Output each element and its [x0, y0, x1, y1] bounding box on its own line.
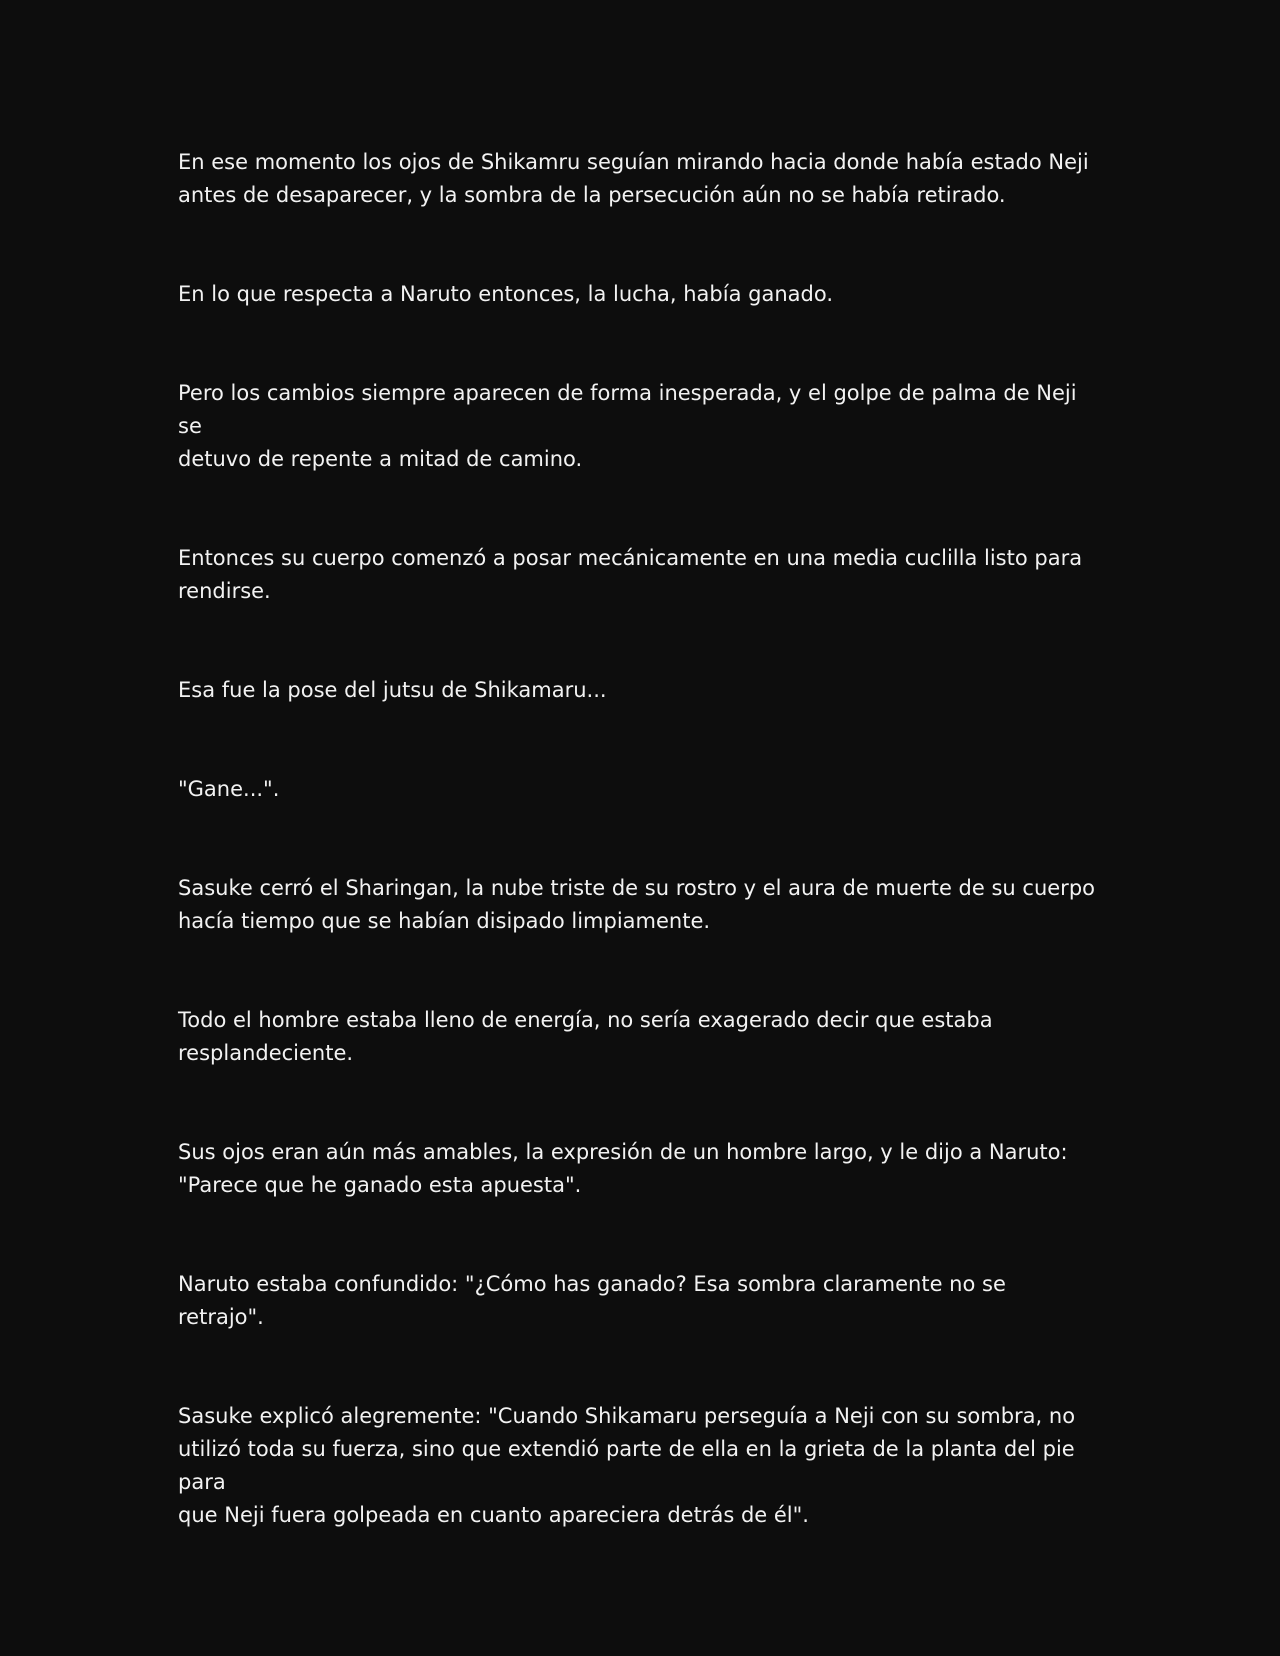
- document-body: [178, 146, 1098, 1598]
- paragraph-8: Todo el hombre estaba lleno de energía, no sería exagerado decir que estaba resplandeciente.: [178, 1008, 993, 1065]
- paragraph-3: Pero los cambios siempre aparecen de forma inesperada, y el golpe de palma de Neji se detuvo de repente a mitad de camino.: [178, 381, 1077, 471]
- paragraph-6: "Gane...".: [178, 777, 280, 801]
- paragraph-10: Naruto estaba confundido: "¿Cómo has ganado? Esa sombra claramente no se retrajo".: [178, 1272, 1006, 1329]
- paragraph-9: Sus ojos eran aún más amables, la expresión de un hombre largo, y le dijo a Naruto: "Parece que he ganado esta apuesta".: [178, 1140, 1068, 1197]
- paragraph-5: Esa fue la pose del jutsu de Shikamaru...: [178, 678, 607, 702]
- paragraph-4: Entonces su cuerpo comenzó a posar mecánicamente en una media cuclilla listo para rendirse.: [178, 546, 1083, 603]
- paragraph-1: En ese momento los ojos de Shikamru seguían mirando hacia donde había estado Neji antes de desaparecer, y la sombra de la persecución aún no se había retirado.: [178, 150, 1089, 207]
- paragraph-2: En lo que respecta a Naruto entonces, la lucha, había ganado.: [178, 282, 833, 306]
- paragraph-7: Sasuke cerró el Sharingan, la nube triste de su rostro y el aura de muerte de su cuerpo hacía tiempo que se habían disipado limpiamente.: [178, 876, 1095, 933]
- paragraph-11: Sasuke explicó alegremente: "Cuando Shikamaru perseguía a Neji con su sombra, no utilizó toda su fuerza, sino que extendió parte de ella en la grieta de la planta del pie para que Neji fuera golpeada en cuanto apareciera detrás de él".: [178, 1404, 1076, 1527]
